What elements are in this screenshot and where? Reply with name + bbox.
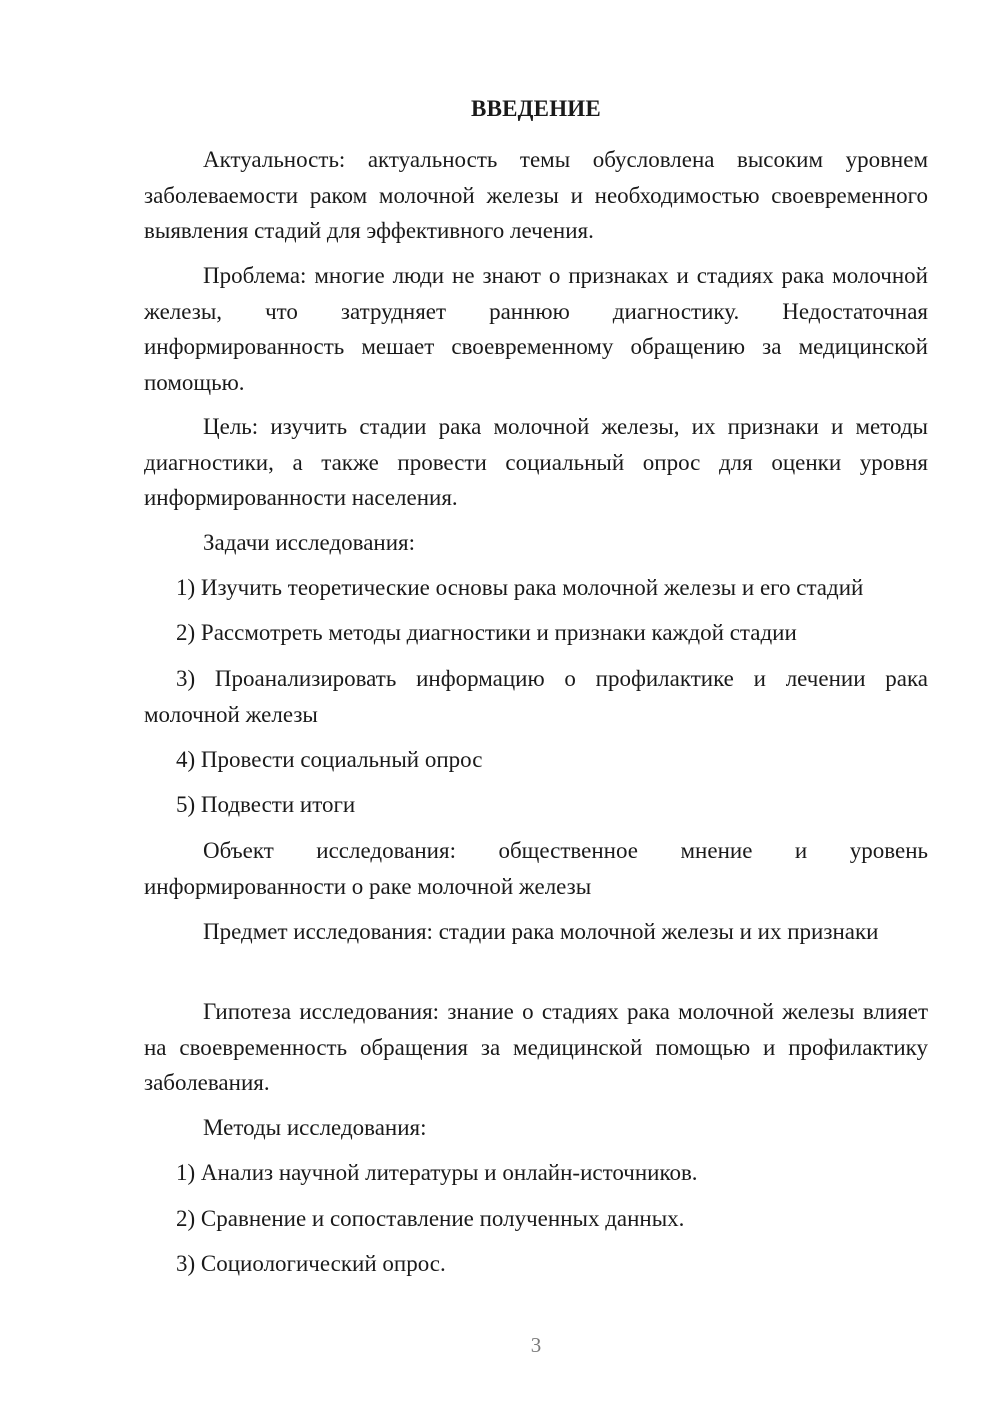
object-paragraph: Объект исследования: общественное мнение и уровень информированности о раке молочной железы [144, 838, 928, 899]
task-item-1: 1) Изучить теоретические основы рака молочной железы и его стадий [176, 575, 864, 600]
methods-heading: Методы исследования: [203, 1115, 427, 1140]
method-item-1: 1) Анализ научной литературы и онлайн-источников. [176, 1160, 698, 1185]
page-title: ВВЕДЕНИЕ [471, 96, 601, 121]
page-number: 3 [530, 1333, 542, 1357]
goal-paragraph: Цель: изучить стадии рака молочной железы, их признаки и методы диагностики, а также провести социальный опрос для оценки уровня информированности населения. [144, 414, 928, 510]
method-item-3: 3) Социологический опрос. [176, 1251, 446, 1276]
subject-paragraph: Предмет исследования: стадии рака молочной железы и их признаки [203, 919, 879, 944]
hypothesis-paragraph: Гипотеза исследования: знание о стадиях рака молочной железы влияет на своевременность обращения за медицинской помощью и профилактику заболевания. [144, 999, 928, 1095]
task-item-2: 2) Рассмотреть методы диагностики и признаки каждой стадии [176, 620, 797, 645]
tasks-heading: Задачи исследования: [203, 530, 416, 555]
task-item-5: 5) Подвести итоги [176, 792, 356, 817]
task-item-4: 4) Провести социальный опрос [176, 747, 483, 772]
task-item-3: 3) Проанализировать информацию о профилактике и лечении рака молочной железы [144, 666, 928, 727]
relevance-paragraph: Актуальность: актуальность темы обусловлена высоким уровнем заболеваемости раком молочной железы и необходимостью своевременного выявления стадий для эффективного лечения. [144, 147, 928, 243]
method-item-2: 2) Сравнение и сопоставление полученных данных. [176, 1206, 685, 1231]
problem-paragraph: Проблема: многие люди не знают о признаках и стадиях рака молочной железы, что затрудняет раннюю диагностику. Недостаточная информированность мешает своевременному обращению за медицинской помощью. [144, 263, 928, 395]
